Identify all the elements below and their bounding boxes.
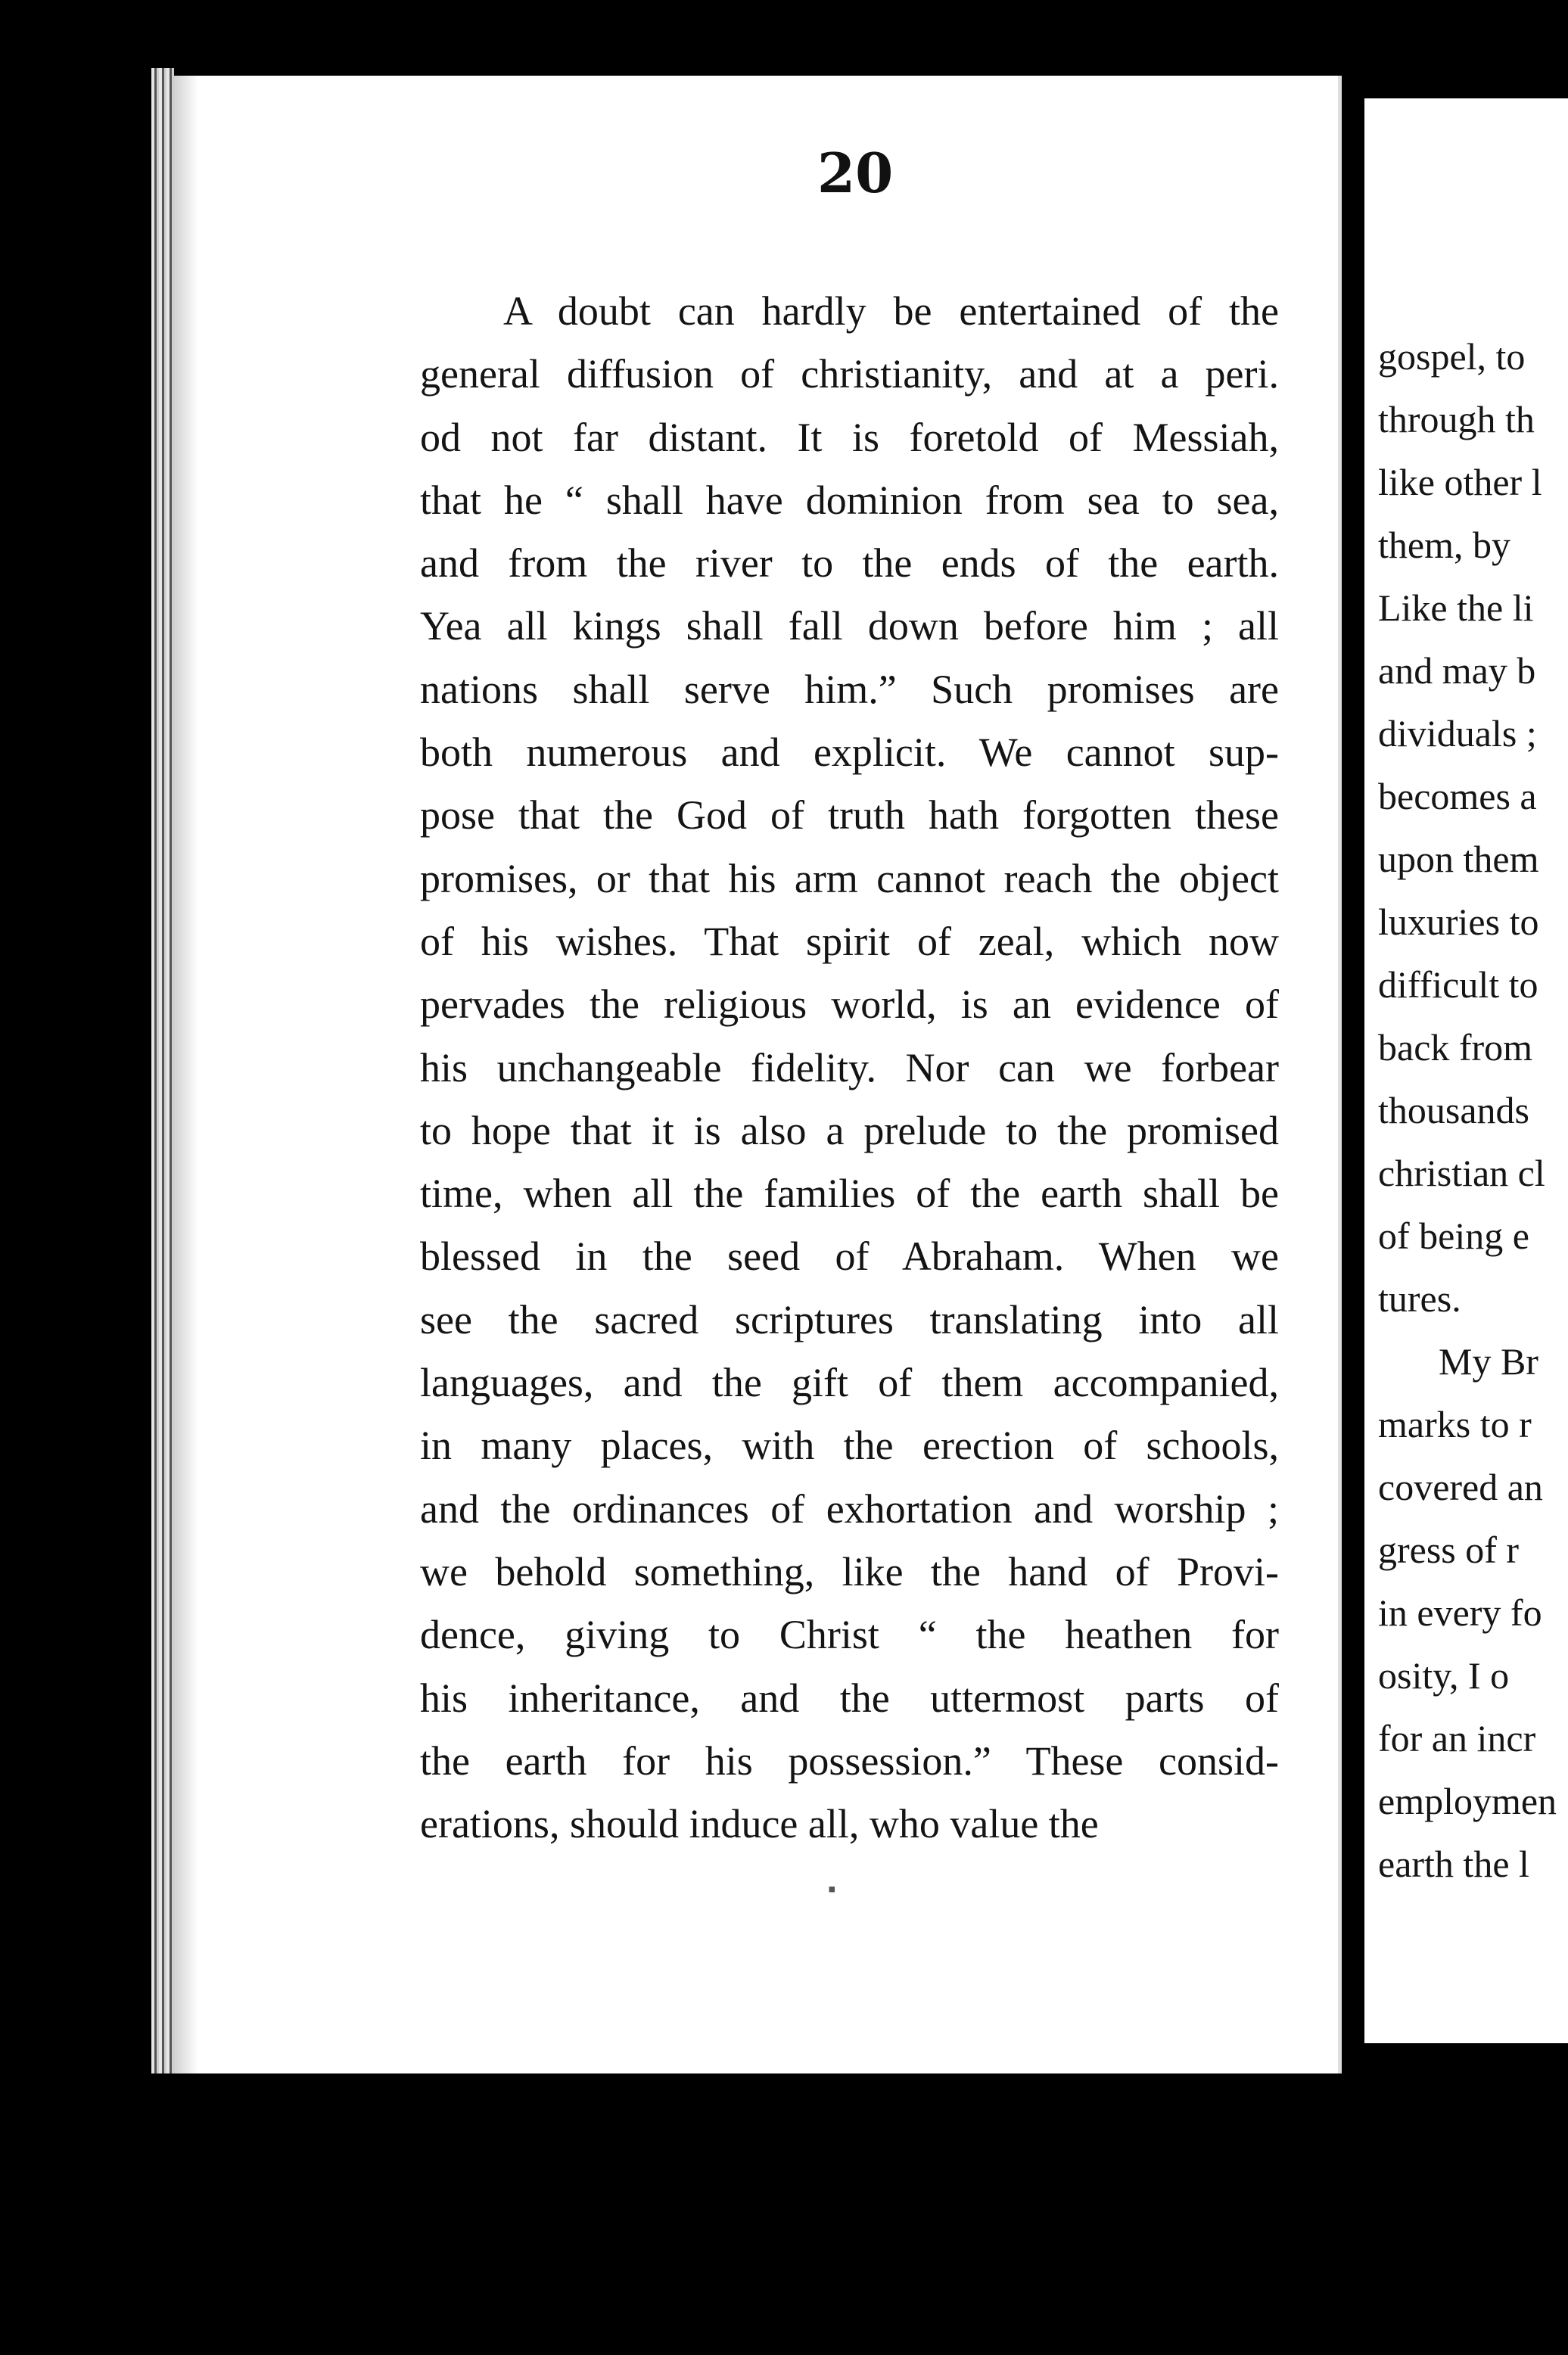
right-page — [1364, 98, 1568, 2043]
text-line: of his wishes. That spirit of zeal, which now — [420, 918, 1279, 964]
text-line: tures. — [1378, 1277, 1461, 1320]
text-line: pose that the God of truth hath forgotten these — [420, 792, 1279, 838]
text-line: the earth for his possession.” These consid- — [420, 1737, 1279, 1784]
text-line: both numerous and explicit. We cannot sup- — [420, 730, 1279, 776]
text-line: dence, giving to Christ “ the heathen for — [420, 1612, 1279, 1658]
text-line: that he “ shall have dominion from sea to sea, — [420, 477, 1279, 523]
text-line: them, by — [1378, 524, 1510, 566]
text-line: his inheritance, and the uttermost parts of — [420, 1675, 1279, 1721]
text-line: nations shall serve him.” Such promises are — [420, 666, 1279, 712]
text-line: and may b — [1378, 649, 1536, 692]
text-line: upon them — [1378, 838, 1539, 880]
text-line: general diffusion of christianity, and at a peri. — [420, 351, 1279, 397]
text-line: gospel, to — [1378, 335, 1526, 378]
text-line: od not far distant. It is foretold of Messiah, — [420, 414, 1279, 460]
text-line: back from — [1378, 1026, 1533, 1069]
right-page-text — [1378, 325, 1557, 1896]
text-line: Like the li — [1378, 586, 1534, 629]
text-line: Yea all kings shall fall down before him ; all — [420, 603, 1279, 649]
printer-mark: ▪ — [828, 1877, 836, 1902]
text-line: earth the l — [1378, 1843, 1529, 1885]
text-line: through th — [1378, 398, 1535, 440]
text-line: promises, or that his arm cannot reach the object — [420, 855, 1279, 901]
text-line: luxuries to — [1378, 901, 1539, 943]
text-line: erations, should induce all, who value the — [420, 1801, 1099, 1847]
text-line: to hope that it is also a prelude to the promised — [420, 1107, 1279, 1153]
text-line: languages, and the gift of them accompanied, — [420, 1360, 1279, 1406]
text-line: and the ordinances of exhortation and worship ; — [420, 1485, 1279, 1532]
text-line: A doubt can hardly be entertained of the — [503, 288, 1279, 334]
left-page-paragraph — [420, 280, 1279, 1856]
page-edges — [151, 68, 174, 2073]
text-line: My Br — [1439, 1340, 1538, 1383]
text-line: of being e — [1378, 1215, 1529, 1257]
page-number: 20 — [817, 141, 894, 205]
text-line: marks to r — [1378, 1403, 1532, 1445]
text-line: in every fo — [1378, 1591, 1542, 1634]
text-line: thousands — [1378, 1089, 1529, 1131]
book-gutter — [1342, 0, 1364, 2355]
text-line: and from the river to the ends of the earth. — [420, 540, 1279, 586]
text-line: gress of r — [1378, 1529, 1520, 1571]
text-line: pervades the religious world, is an evidence of — [420, 982, 1279, 1028]
text-line: blessed in the seed of Abraham. When we — [420, 1233, 1279, 1280]
text-line: time, when all the families of the earth shall be — [420, 1171, 1279, 1217]
text-line: for an incr — [1378, 1717, 1536, 1759]
text-line: like other l — [1378, 461, 1542, 503]
text-line: employmen — [1378, 1780, 1557, 1822]
text-line: covered an — [1378, 1466, 1543, 1508]
text-line: difficult to — [1378, 963, 1538, 1006]
text-line: we behold something, like the hand of Provi- — [420, 1548, 1279, 1594]
text-line: his unchangeable fidelity. Nor can we forbear — [420, 1044, 1279, 1090]
text-line: dividuals ; — [1378, 712, 1537, 754]
text-line: see the sacred scriptures translating into all — [420, 1296, 1279, 1342]
text-line: in many places, with the erection of schools, — [420, 1423, 1279, 1469]
text-line: christian cl — [1378, 1152, 1545, 1194]
text-line: osity, I o — [1378, 1654, 1510, 1697]
text-line: becomes a — [1378, 775, 1537, 817]
